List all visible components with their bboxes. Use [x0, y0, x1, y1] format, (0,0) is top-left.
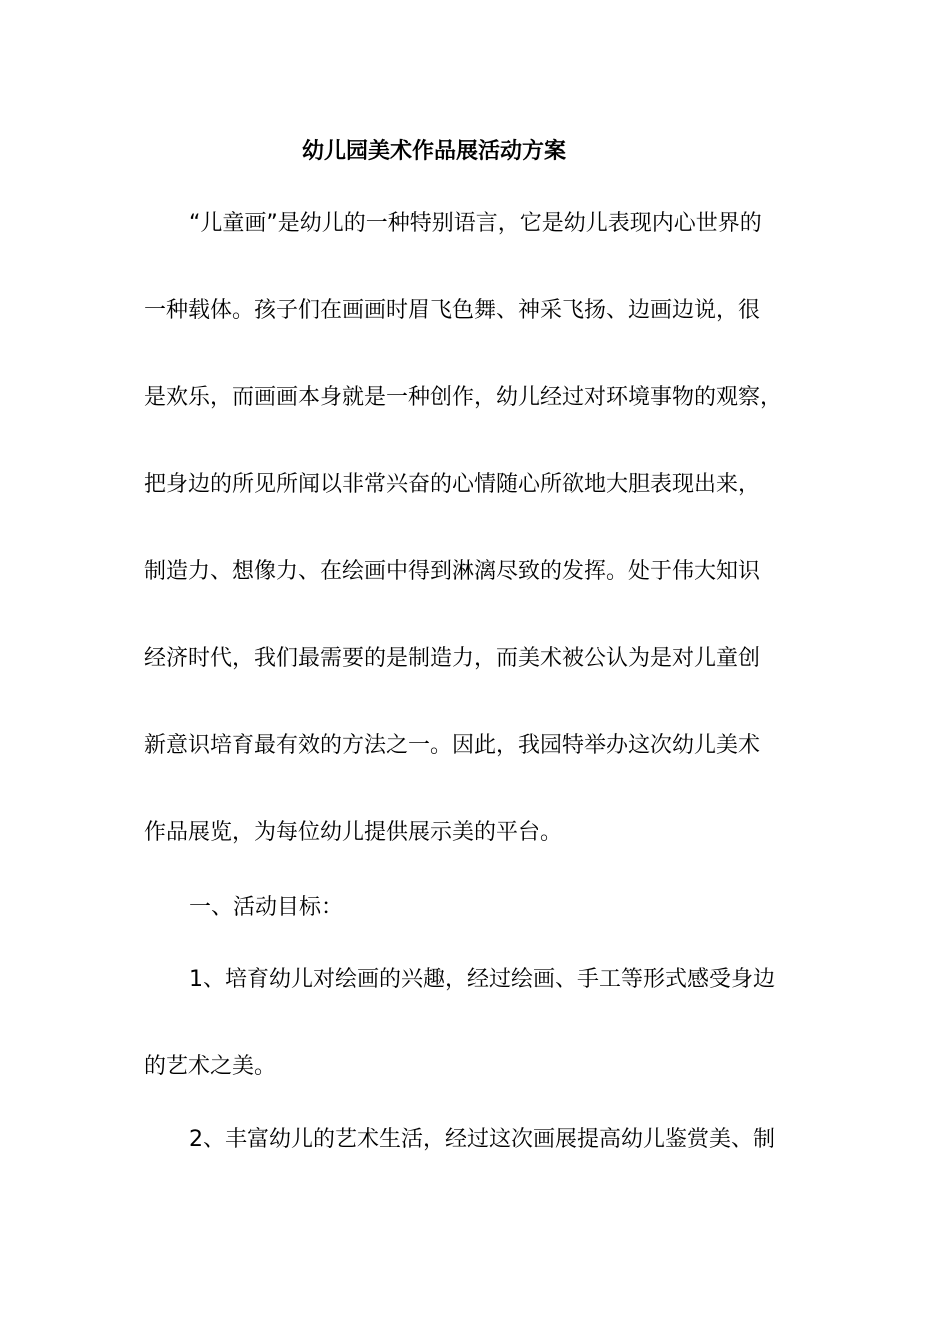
document-title: 幼儿园美术作品展活动方案 [301, 139, 566, 164]
paragraph-line: 制造力、想像力、在绘画中得到淋漓尽致的发挥。处于伟大知识 [144, 559, 761, 584]
paragraph-line: 经济时代，我们最需要的是制造力，而美术被公认为是对儿童创 [144, 646, 761, 671]
paragraph-line: 一种载体。孩子们在画画时眉飞色舞、神采飞扬、边画边说，很 [144, 298, 761, 323]
paragraph-line: 是欢乐，而画画本身就是一种创作，幼儿经过对环境事物的观察， [144, 385, 783, 410]
paragraph-line: 把身边的所见所闻以非常兴奋的心情随心所欲地大胆表现出来， [144, 472, 761, 497]
list-item-line: 的艺术之美。 [144, 1054, 277, 1079]
paragraph-line: 新意识培育最有效的方法之一。因此，我园特举办这次幼儿美术 [144, 733, 761, 758]
list-item-line: 2、丰富幼儿的艺术生活，经过这次画展提高幼儿鉴赏美、制 [189, 1127, 775, 1152]
paragraph-line: 作品展览，为每位幼儿提供展示美的平台。 [144, 820, 563, 845]
list-item-line: 1、培育幼儿对绘画的兴趣，经过绘画、手工等形式感受身边 [189, 967, 775, 992]
section-heading: 一、活动目标： [189, 895, 344, 920]
paragraph-line: “儿童画”是幼儿的一种特别语言，它是幼儿表现内心世界的 [189, 211, 762, 236]
